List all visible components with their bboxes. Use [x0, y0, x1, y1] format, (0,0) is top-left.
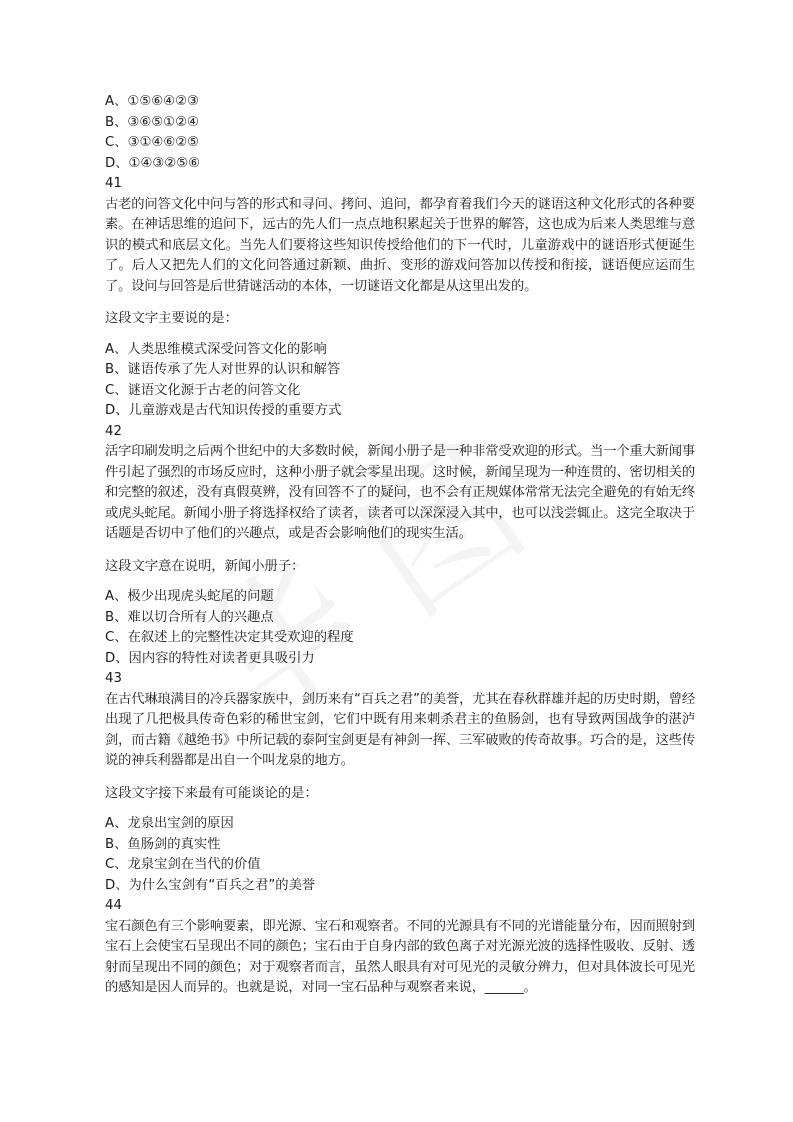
question-passage: 古老的问答文化中问与答的形式和寻问、拷问、追问，都孕育着我们今天的谜语这种文化形式的各种要素。在神话思维的追问下，远古的先人们一点点地积累起关于世界的解答，这也成为后来人类思维与意识的模式和底层文化。当先人们要将这些知识传授给他们的下一代时，儿童游戏中的谜语形式便诞生了。后人又把先人们的文化问答通过新颖、曲折、变形的游戏问答加以传授和衔接，谜语便应运而生了。设问与回答是后世猜谜活动的本体，一切谜语文化都是从这里出发的。 [105, 196, 695, 294]
document-page [105, 92, 695, 999]
option-a: A、龙泉出宝剑的原因 [105, 816, 234, 831]
question-passage: 宝石颜色有三个影响要素，即光源、宝石和观察者。不同的光源具有不同的光谱能量分布，因而照射到宝石上会使宝石呈现出不同的颜色；宝石由于自身内部的致色离子对光源光波的选择性吸收、反射、透射而呈现出不同的颜色；对于观察者而言，虽然人眼具有对可见光的灵敏分辨力，但对具体波长可见光的感知是因人而异的。也就是说，对同一宝石品种与观察者来说，______。 [105, 918, 695, 995]
option-a: A、①⑤⑥④②③ [105, 94, 199, 109]
option-b: B、谜语传承了先人对世界的认识和解答 [105, 362, 341, 377]
option-d: D、儿童游戏是古代知识传授的重要方式 [105, 403, 342, 418]
question-number: 42 [105, 423, 122, 439]
question-42 [105, 422, 695, 670]
option-b: B、鱼肠剑的真实性 [105, 836, 221, 852]
option-a: A、人类思维模式深受问答文化的影响 [105, 341, 327, 357]
question-43 [105, 669, 695, 896]
question-passage: 活字印刷发明之后两个世纪中的大多数时候，新闻小册子是一种非常受欢迎的形式。当一个重大新闻事件引起了强烈的市场反应时，这种小册子就会零星出现。这时候，新闻呈现为一种连贯的、密切相关的和完整的叙述，没有真假莫辨，没有回答不了的疑问，也不会有正规媒体常常无法完全避免的有始无终或虎头蛇尾。新闻小册子将选择权给了读者，读者可以深深浸入其中，也可以浅尝辄止。这完全取决于话题是否切中了他们的兴趣点，或是否会影响他们的现实生活。 [105, 444, 695, 541]
question-number: 44 [105, 898, 122, 913]
question-40-options [105, 92, 695, 174]
question-stem: 这段文字接下来最有可能谈论的是： [105, 785, 318, 801]
option-b: B、难以切合所有人的兴趣点 [105, 609, 274, 625]
question-number: 41 [105, 176, 122, 191]
question-number: 43 [105, 671, 122, 686]
option-c: C、龙泉宝剑在当代的价值 [105, 857, 261, 872]
option-c: C、③①④⑥②⑤ [105, 135, 200, 150]
question-41 [105, 174, 695, 422]
option-c: C、谜语文化源于古老的问答文化 [105, 382, 301, 398]
question-stem: 这段文字意在说明，新闻小册子： [105, 558, 305, 574]
question-passage: 在古代琳琅满目的冷兵器家族中，剑历来有“百兵之君”的美誉，尤其在春秋群雄并起的历史时期，曾经出现了几把极具传奇色彩的稀世宝剑，它们中既有用来刺杀君主的鱼肠剑，也有导致两国战争的湛泸剑，而古籍《越绝书》中所记载的泰阿宝剑更是有神剑一挥、三军破败的传奇故事。巧合的是，这些传说的神兵利器都是出自一个叫龙泉的地方。 [105, 691, 695, 768]
question-44 [105, 896, 695, 999]
option-d: D、因内容的特性对读者更具吸引力 [105, 650, 315, 666]
option-a: A、极少出现虎头蛇尾的问题 [105, 589, 274, 604]
option-b: B、③⑥⑤①②④ [105, 114, 199, 130]
question-stem: 这段文字主要说的是： [105, 311, 238, 326]
option-d: D、①④③②⑤⑥ [105, 155, 201, 171]
option-d: D、为什么宝剑有“百兵之君”的美誉 [105, 877, 316, 893]
option-c: C、在叙述上的完整性决定其受欢迎的程度 [105, 630, 354, 645]
